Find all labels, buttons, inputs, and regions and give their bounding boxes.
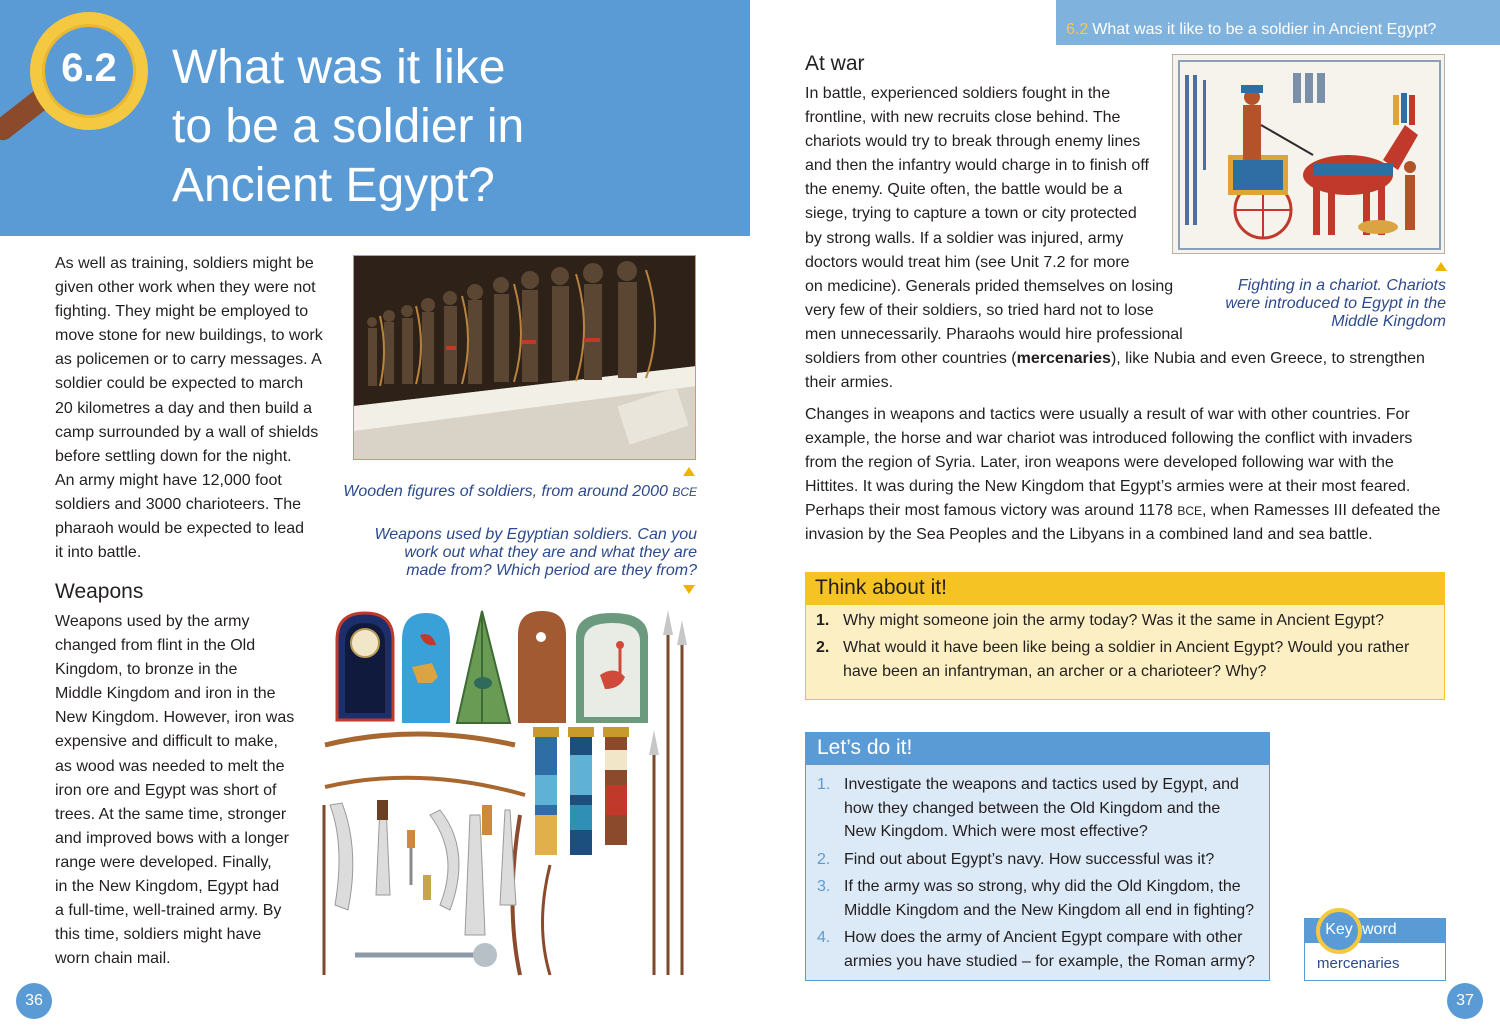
text-line: fighting. They might be employed to [55,303,309,321]
title-line: to be a soldier in [172,100,525,153]
do-list [817,773,1267,973]
list-item [816,609,1436,633]
soldier-figures-photo [353,255,696,460]
caption-era: BCE [672,485,697,499]
text-line: camp surrounded by a wall of shields [55,423,319,441]
text-line [805,499,1455,523]
think-about-it-title: Think about it! [815,576,947,599]
caption-text: Wooden figures of soldiers, from around 2000 [343,483,668,500]
caption-line: work out what they are and what they are [404,544,697,561]
item-number: 3. [817,878,831,895]
page-number-left: 36 [16,983,52,1019]
text-line: An army might have 12,000 foot [55,471,282,489]
weapons-paragraph [55,610,325,971]
text-line: invasion by the Sea Peoples and the Libyans in a combined land and sea battle. [805,526,1373,544]
shield-icon [457,611,510,723]
key-word-word: word [1362,921,1397,938]
think-list [816,609,1436,684]
caption-arrow-icon [683,585,695,594]
weapons-illustration [320,605,695,980]
caption-line: were introduced to Egypt in the [1225,295,1446,312]
text-line: soldier could be expected to march [55,375,304,393]
list-item [817,773,1267,844]
era-text: BCE [1177,504,1203,519]
lets-do-it-title: Let’s do it! [817,736,913,759]
page-title [172,38,732,215]
caption-line: made from? Which period are they from? [406,562,697,579]
text-line: a full-time, well-trained army. By [55,902,282,920]
text-line: how they changed between the Old Kingdom and the [844,799,1221,817]
title-line: Ancient Egypt? [172,159,495,212]
item-number: 1. [817,776,831,793]
text-line: In battle, experienced soldiers fought in the [805,85,1111,102]
text-line: As well as training, soldiers might be [55,255,314,272]
text-line: move stone for new buildings, to work [55,327,323,345]
text-span: soldiers from other countries ( [805,350,1017,368]
text-line: Hittites. It was during the New Kingdom that Egypt’s armies were at their most feared. [805,478,1411,496]
text-line: Weapons used by the army [55,613,250,630]
text-line: have been an infantryman, an archer or a charioteer? Why? [843,663,1267,681]
text-line: How does the army of Ancient Egypt compare with other [844,929,1243,946]
text-line: before settling down for the night. [55,447,292,465]
text-line: What would it have been like being a soldier in Ancient Egypt? Would you rather [843,639,1410,657]
text-line: this time, soldiers might have [55,926,262,944]
text-line: from the region of Syria. Later, iron weapons were developed following war with the [805,454,1394,472]
key-word-term: mercenaries [1317,955,1400,972]
text-line: iron ore and Egypt was short of [55,781,277,799]
shield-icon [576,613,648,723]
text-line: soldiers and 3000 charioteers. The [55,495,302,513]
text-line: Investigate the weapons and tactics used by Egypt, and [844,776,1239,793]
list-item [816,636,1436,684]
running-head-title: What was it like to be a soldier in Ancient Egypt? [1092,21,1437,38]
quiver-icon [533,727,559,855]
text-line: range were developed. Finally, [55,853,272,871]
text-line: trees. At the same time, stronger [55,805,287,823]
caption-line: Weapons used by Egyptian soldiers. Can you [374,526,697,543]
quiver-icon [568,727,594,855]
changes-paragraph [805,403,1455,548]
text-line: Why might someone join the army today? Was it the same in Ancient Egypt? [843,612,1384,629]
text-line [805,347,1445,371]
text-line: frontline, with new recruits close behind. The [805,109,1121,127]
text-line: it into battle. [55,544,142,562]
running-head [1066,21,1436,39]
text-line: siege, trying to capture a town or city protected [805,205,1137,223]
text-line: armies you have studied – for example, the Roman army? [844,952,1255,970]
text-line: very few of their soldiers, so tried hard not to lose [805,301,1154,319]
text-line: New Kingdom. However, iron was [55,709,295,727]
shield-icon [402,613,450,723]
item-number: 2. [817,850,831,868]
chariot-painting [1172,54,1445,254]
text-line: and then the infantry would charge in to finish off [805,157,1149,175]
text-line: worn chain mail. [55,950,171,968]
item-number: 4. [817,929,831,946]
bow-icon [325,778,525,795]
weapons-heading: Weapons [55,580,144,603]
text-line: as policemen or to carry messages. A [55,351,322,369]
chariot-caption [1180,277,1446,331]
page-number-right: 37 [1447,983,1483,1019]
text-line: 20 kilometres a day and then build a [55,399,313,417]
list-item [817,875,1267,922]
text-line: changed from flint in the Old [55,637,256,655]
text-span: Perhaps their most famous victory was around 1178 [805,502,1173,520]
text-line: in the New Kingdom, Egypt had [55,878,280,896]
text-line: If the army was so strong, why did the Old Kingdom, the [844,878,1241,895]
text-span: ), like Nubia and even Greece, to strengthen [1110,350,1425,368]
caption-line: Fighting in a chariot. Chariots [1237,277,1446,294]
weapons-caption [330,526,697,580]
text-line: given other work when they were not [55,279,316,297]
item-number: 1. [816,612,830,629]
text-line: Changes in weapons and tactics were usually a result of war with other countries. For [805,406,1410,423]
shield-icon [518,611,566,723]
text-line: and improved bows with a longer [55,829,289,847]
caption-arrow-icon [1435,262,1447,271]
text-line: Middle Kingdom and iron in the [55,685,276,703]
text-line: the enemy. Quite often, the battle would be a [805,181,1123,199]
intro-paragraph [55,252,345,565]
text-line: example, the horse and war chariot was introduced following the conflict with invaders [805,430,1413,448]
text-line: New Kingdom. Which were most effective? [844,823,1148,840]
text-line: expensive and difficult to make, [55,733,278,751]
caption-line: Middle Kingdom [1331,313,1446,330]
quiver-icon [603,727,629,845]
item-number: 2. [816,639,830,657]
text-line: their armies. [805,374,894,392]
bow-icon [325,734,515,745]
title-line: What was it like [172,41,506,94]
text-line: Middle Kingdom and the New Kingdom all end in fighting? [844,901,1255,919]
key-word-key: Key [1325,921,1353,938]
text-line: pharaoh would be expected to lead [55,520,305,538]
text-line: doctors would treat him (see Unit 7.2 for more [805,253,1130,271]
caption-arrow-icon [683,467,695,476]
text-line: by strong walls. If a soldier was injured, army [805,229,1124,247]
list-item [817,848,1267,872]
running-head-number: 6.2 [1066,21,1089,38]
text-line: chariots would try to break through enemy lines [805,133,1141,151]
text-line: Find out about Egypt’s navy. How successful was it? [844,850,1215,868]
bold-term: mercenaries [1016,350,1111,368]
text-line: men unnecessarily. Pharaohs would hire professional [805,325,1183,343]
text-span: , when Ramesses III defeated the [1202,502,1441,520]
list-item [817,926,1267,973]
text-line: Kingdom, to bronze in the [55,661,238,679]
spear-icon [654,625,682,975]
text-line: as wood was needed to melt the [55,757,285,775]
shield-icon [337,613,393,720]
unit-number: 6.2 [61,46,117,90]
at-war-heading: At war [805,52,865,75]
soldier-figures-caption [327,483,697,501]
text-line: on medicine). Generals prided themselves on losing [805,277,1174,295]
